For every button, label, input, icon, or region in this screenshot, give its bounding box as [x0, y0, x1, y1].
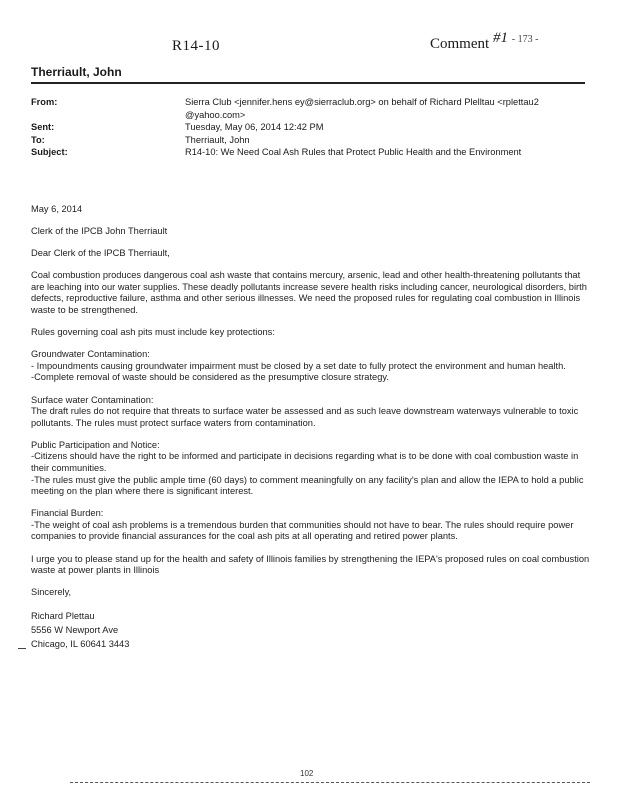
meta-value: Therriault, John [185, 134, 250, 145]
email-metadata [31, 96, 591, 159]
signoff: Sincerely, [31, 587, 72, 598]
bottom-divider [70, 782, 590, 783]
paragraph-intro: Coal combustion produces dangerous coal ash waste that contains mercury, arsenic, lead and other health-threatening pollutants that are leaching into our water supplies. These deadly pollutants increase severe health risks including cancer, neurological disorders, birth defects, reproductive failure, asthma and other serious illnesses. We need the proposed rules for regulating coal combustion in Illinois waste to be strengthened. [31, 270, 587, 316]
meta-row-sent [31, 121, 591, 134]
docket-number: R14-10 [172, 38, 220, 54]
meta-label: Sent: [31, 122, 55, 132]
meta-row-to [31, 134, 591, 147]
section-participation: Public Participation and Notice: -Citizens should have the right to be informed and participate in decisions regarding what is to be done with coal combustion waste in their communities. -The rules must give the public ample time (60 days) to comment meaningfully on any facility's plan and allow the IEPA to hold a public meeting on the plan where there is significant interest. [31, 439, 584, 497]
email-body [31, 204, 591, 651]
section-financial: Financial Burden: -The weight of coal ash problems is a tremendous burden that communities should not have to bear. The rules should require power companies to provide financial assurances for the coal ash pits at all operating and retired power plants. [31, 508, 574, 542]
signature-city: Chicago, IL 60641 3443 [31, 639, 130, 650]
comment-label: Comment [430, 36, 490, 52]
meta-label: Subject: [31, 147, 68, 157]
comment-number [493, 30, 538, 47]
paragraph-closing: I urge you to please stand up for the health and safety of Illinois families by strengthening the IEPA's proposed rules on coal combustion waste at power plants in Illinois [31, 553, 590, 576]
comment-number-main: #1 [493, 30, 508, 46]
meta-value: R14-10: We Need Coal Ash Rules that Protect Public Health and the Environment [185, 147, 522, 157]
meta-label: From: [31, 97, 58, 107]
letter-salutation: Dear Clerk of the IPCB Therriault, [31, 248, 170, 259]
scan-mark [18, 648, 26, 649]
comment-number-suffix: - 173 - [511, 34, 539, 45]
page-number: 102 [300, 769, 314, 778]
letter-recipient: Clerk of the IPCB John Therriault [31, 226, 168, 237]
meta-row-subject [31, 146, 591, 159]
signature-name: Richard Plettau [31, 611, 95, 622]
meta-value: Sierra Club <jennifer.hens ey@sierraclub.org> on behalf of Richard Plelltau <rplettau2 @yahoo.com> [185, 97, 539, 120]
paragraph-rules-intro: Rules governing coal ash pits must include key protections: [31, 327, 275, 338]
meta-row-from [31, 96, 591, 121]
header-divider [31, 82, 585, 84]
sender-name: Therriault, John [31, 65, 122, 79]
section-surface-water: Surface water Contamination: The draft rules do not require that threats to surface water be assessed and as such leave downstream waterways vulnerable to toxic pollutants. The rules must protect surface waters from contamination. [31, 394, 579, 428]
meta-value: Tuesday, May 06, 2014 12:42 PM [185, 122, 324, 132]
section-groundwater: Groundwater Contamination: - Impoundments causing groundwater impairment must be closed by a set date to fully protect the environment and human health. -Complete removal of waste should be considered as the presumptive closure strategy. [31, 349, 566, 383]
letter-date: May 6, 2014 [31, 204, 83, 214]
signature-address: 5556 W Newport Ave [31, 625, 119, 636]
meta-label: To: [31, 134, 45, 145]
signature-block [31, 609, 591, 651]
